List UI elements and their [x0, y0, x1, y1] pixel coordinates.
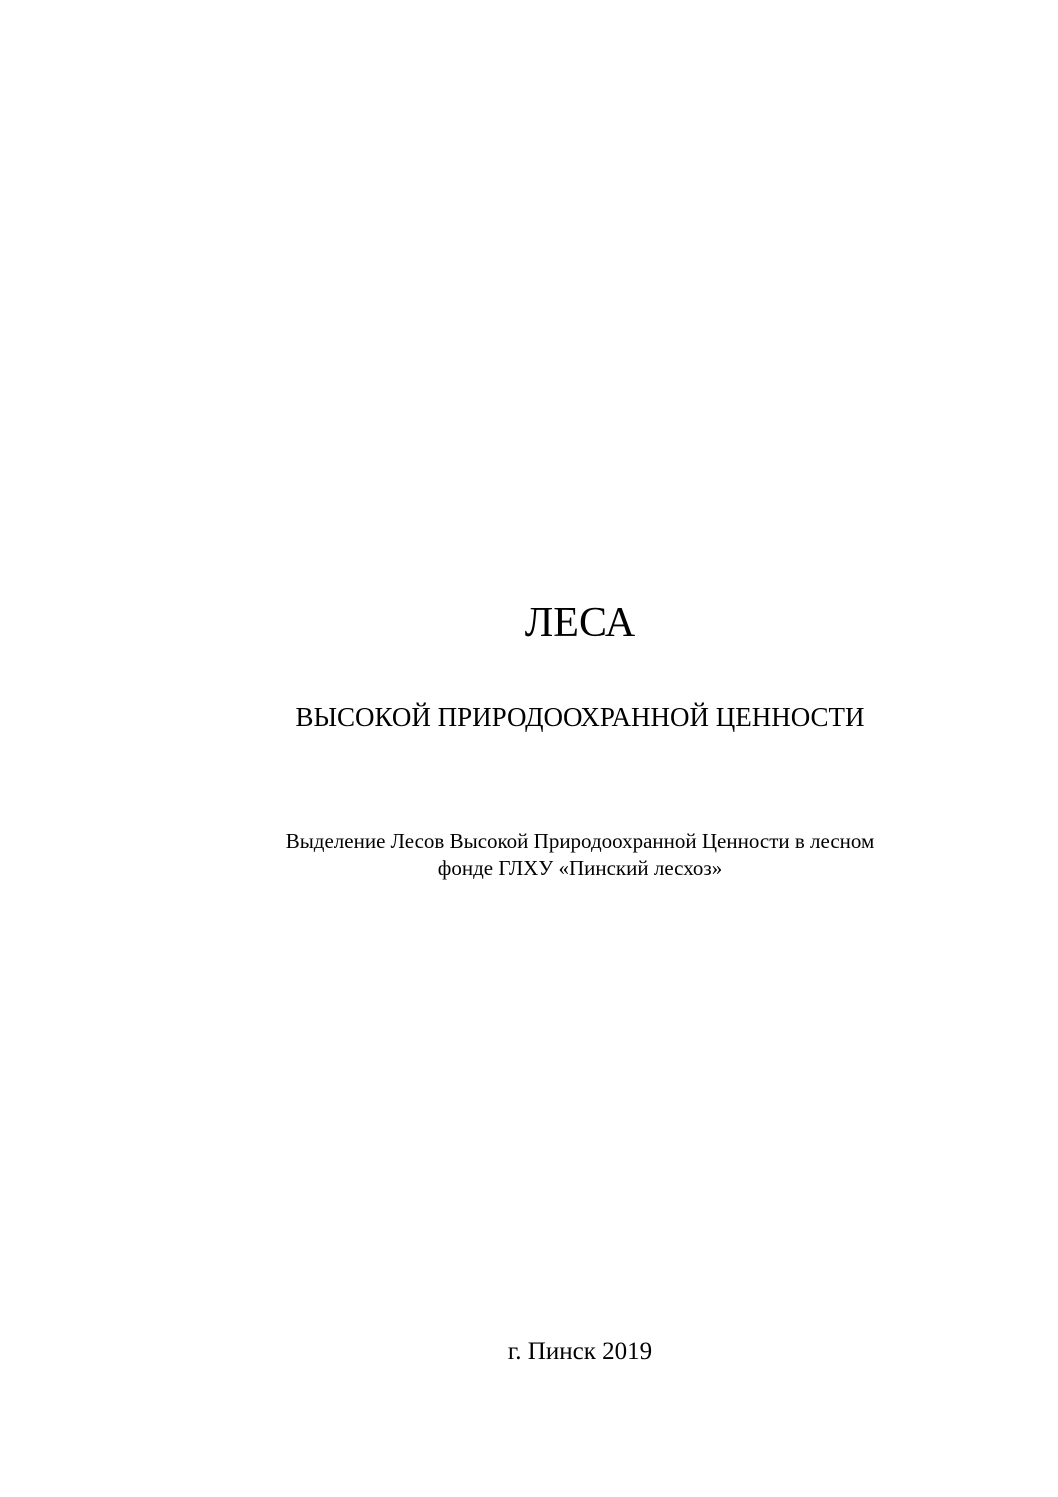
place-and-year: г. Пинск 2019 [507, 1338, 653, 1365]
document-title: ЛЕСА [524, 600, 636, 646]
description-line-1: Выделение Лесов Высокой Природоохранной Ценности в лесном [285, 829, 875, 853]
document-description [230, 828, 930, 882]
document-subtitle: ВЫСОКОЙ ПРИРОДООХРАННОЙ ЦЕННОСТИ [295, 702, 865, 732]
description-line-2: фонде ГЛХУ «Пинский лесхоз» [437, 856, 723, 880]
